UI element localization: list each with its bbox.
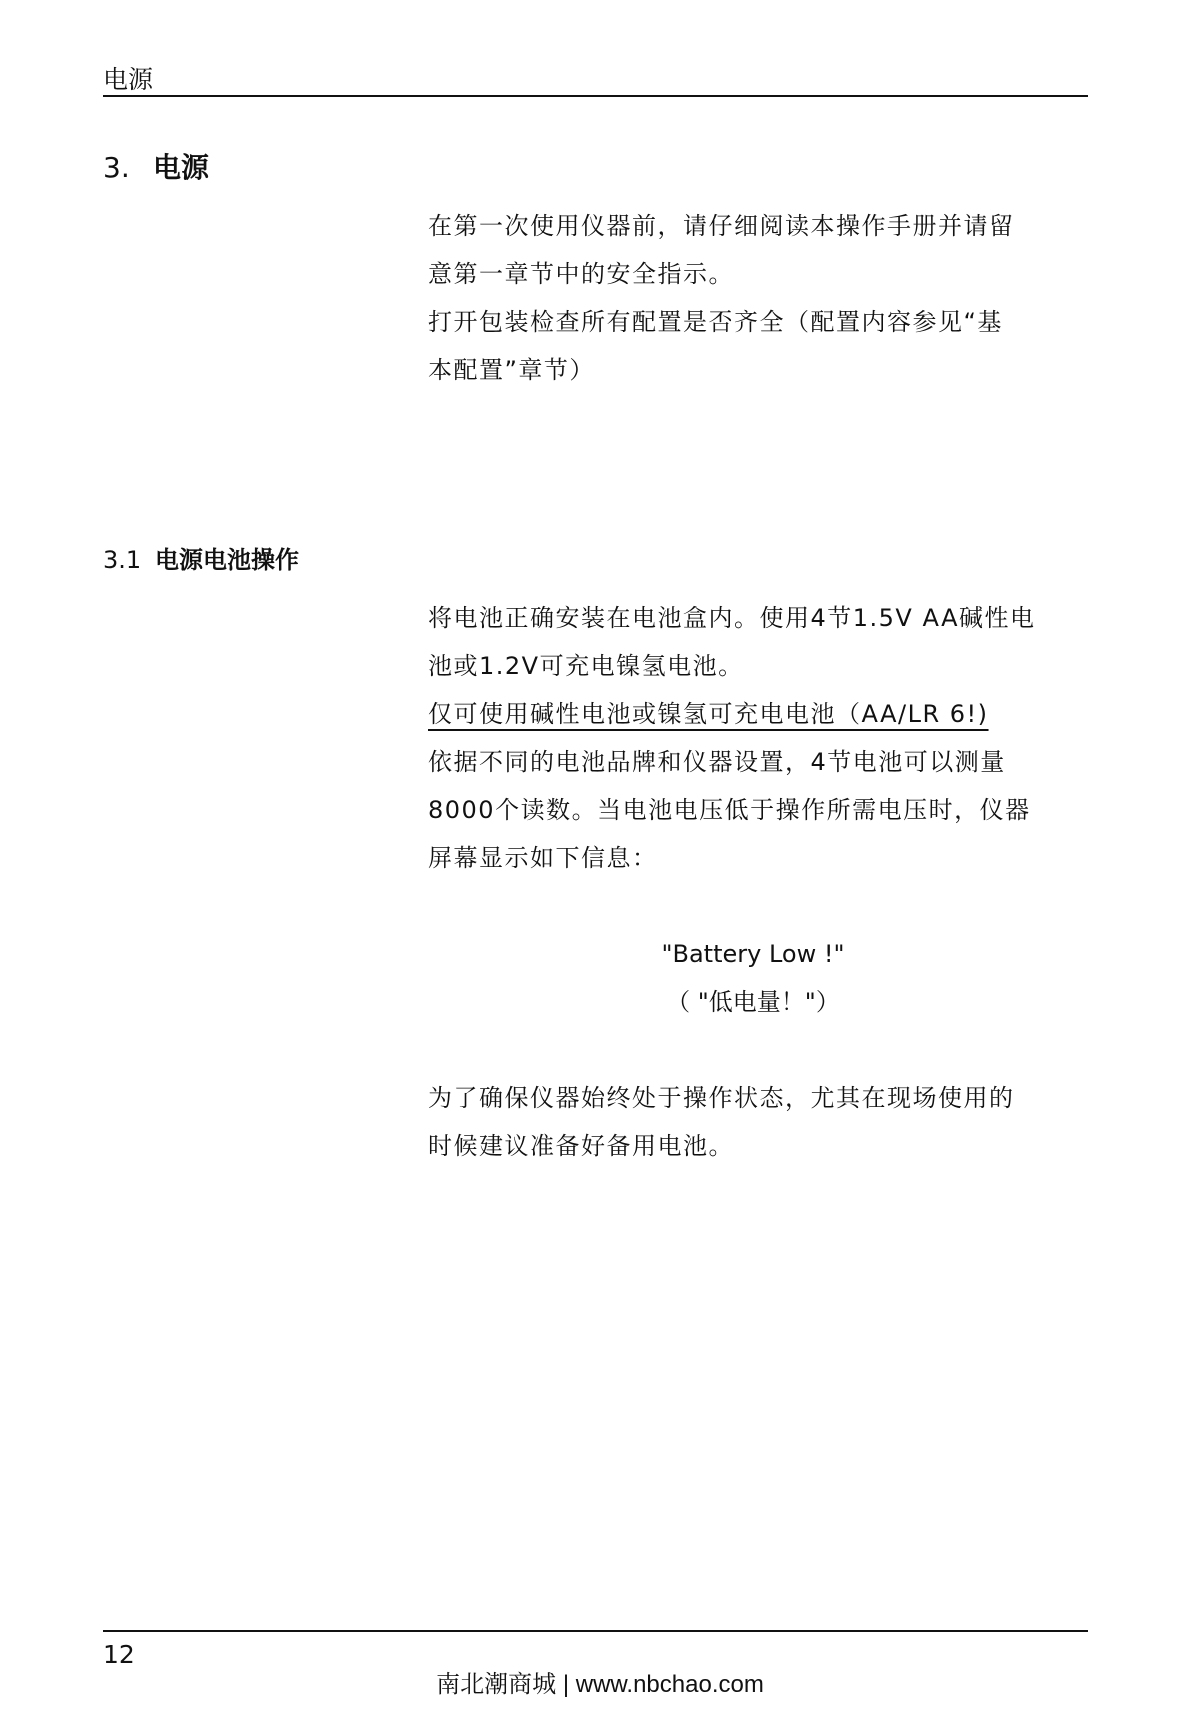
battery-paragraph bbox=[428, 594, 1078, 882]
section-heading bbox=[103, 146, 209, 186]
intro-paragraph bbox=[428, 202, 1078, 394]
section-number: 3. bbox=[103, 151, 130, 184]
footer-site: 南北潮商城 | www.nbchao.com bbox=[436, 1671, 764, 1698]
subsection-heading bbox=[103, 540, 299, 575]
running-header: 电源 bbox=[103, 65, 154, 94]
subsection-title: 电源电池操作 bbox=[155, 546, 299, 574]
header-rule bbox=[103, 95, 1088, 97]
battery-line: 屏幕显示如下信息： bbox=[428, 844, 658, 872]
message-english: "Battery Low !" bbox=[661, 940, 845, 968]
battery-line: 依据不同的电池品牌和仪器设置，4节电池可以测量 bbox=[428, 748, 1006, 776]
intro-line: 本配置”章节） bbox=[428, 356, 595, 384]
intro-line: 在第一次使用仪器前，请仔细阅读本操作手册并请留 bbox=[428, 212, 1015, 240]
advice-line: 为了确保仪器始终处于操作状态，尤其在现场使用的 bbox=[428, 1084, 1015, 1112]
battery-low-message bbox=[428, 930, 1078, 1026]
battery-warning: 仅可使用碱性电池或镍氢可充电电池（AA/LR 6!) bbox=[428, 700, 989, 728]
section-title: 电源 bbox=[153, 151, 210, 184]
footer-rule bbox=[103, 1630, 1088, 1632]
subsection-number: 3.1 bbox=[103, 546, 142, 574]
message-chinese: （ "低电量！"） bbox=[666, 988, 840, 1016]
intro-line: 意第一章节中的安全指示。 bbox=[428, 260, 734, 288]
battery-line: 8000个读数。当电池电压低于操作所需电压时，仪器 bbox=[428, 796, 1031, 824]
intro-line: 打开包装检查所有配置是否齐全（配置内容参见“基 bbox=[428, 308, 1003, 336]
page-number: 12 bbox=[103, 1640, 135, 1669]
advice-paragraph bbox=[428, 1074, 1078, 1170]
battery-line: 将电池正确安装在电池盒内。使用4节1.5V AA碱性电 bbox=[428, 604, 1036, 632]
advice-line: 时候建议准备好备用电池。 bbox=[428, 1132, 734, 1160]
battery-line: 池或1.2V可充电镍氢电池。 bbox=[428, 652, 744, 680]
